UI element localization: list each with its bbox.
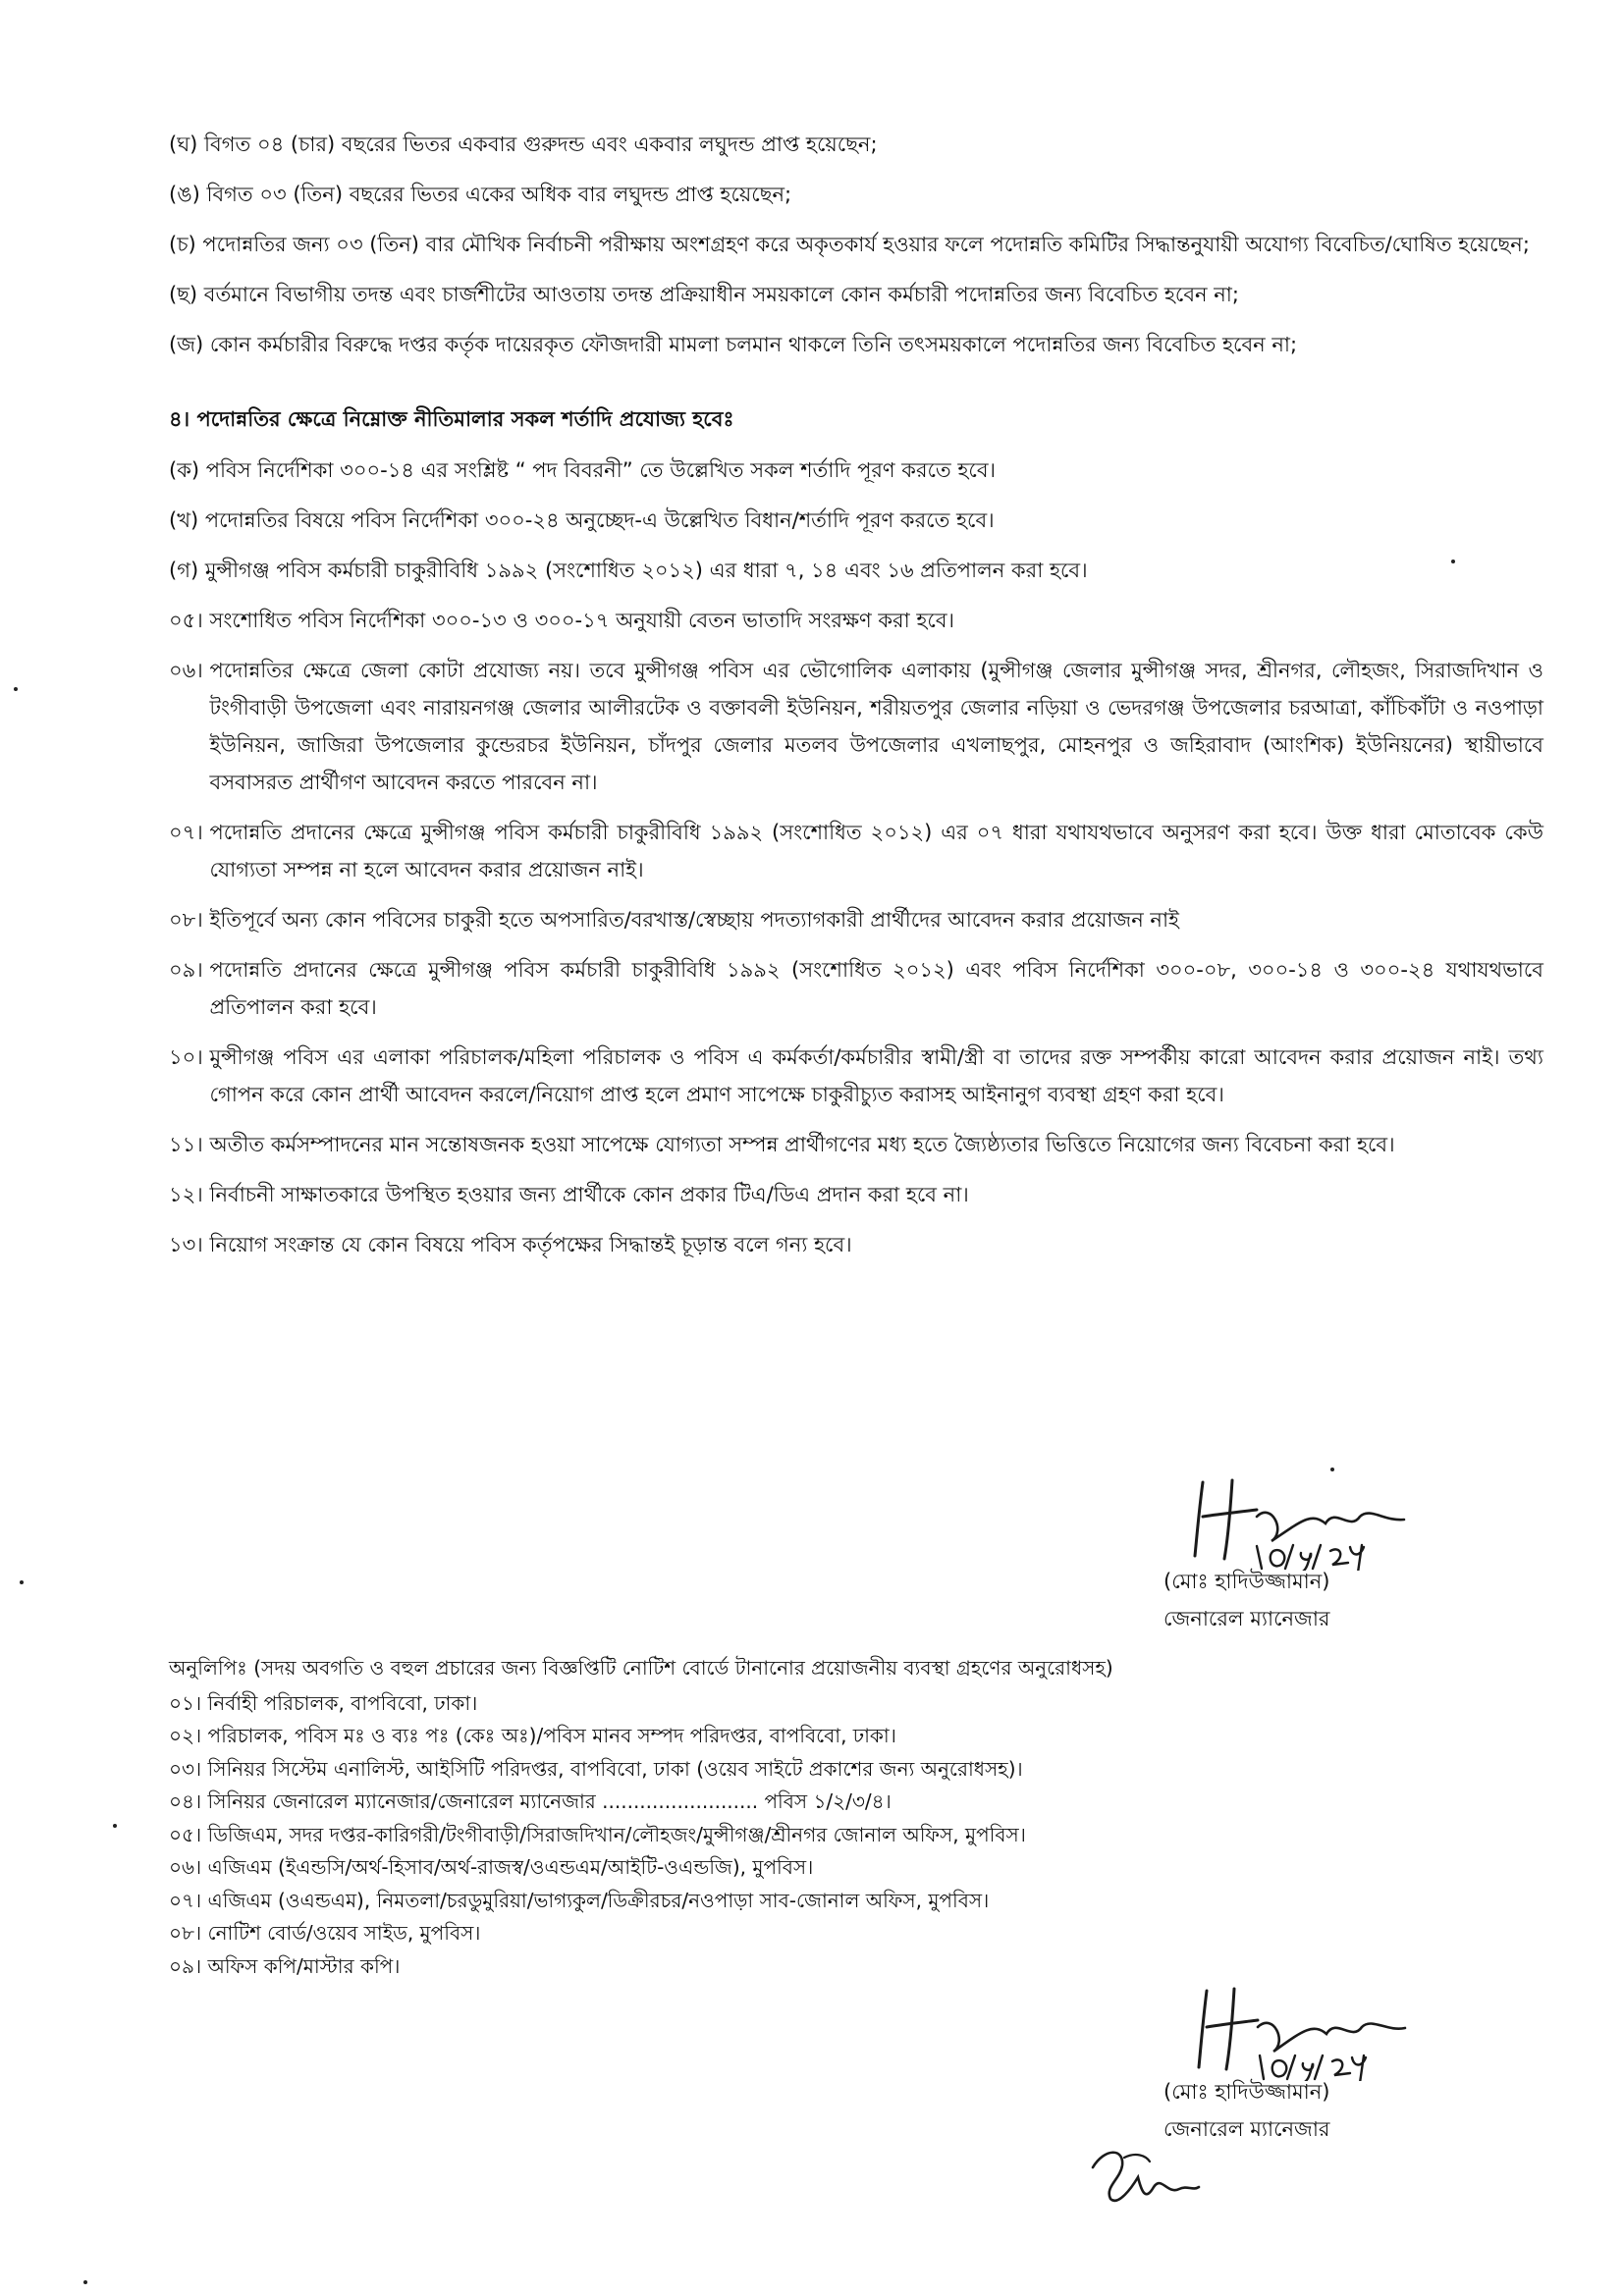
- condition-text: বিগত ০৩ (তিন) বছরের ভিতর একের অধিক বার লঘুদন্ড প্রাপ্ত হয়েছেন;: [206, 183, 792, 206]
- clause-text: অতীত কর্মসম্পাদনের মান সন্তোষজনক হওয়া সাপেক্ষে যোগ্যতা সম্পন্ন প্রার্থীগণের মধ্য হতে জ্যৈষ্ঠ্যতার ভিত্তিতে নিয়োগের জন্য বিবেচনা করা হবে।: [209, 1133, 1395, 1156]
- handwritten-signature-icon: [1163, 1463, 1409, 1571]
- conditions-list: [169, 126, 1543, 363]
- signatory-designation: জেনারেল ম্যানেজার: [1163, 1607, 1330, 1630]
- item-text: পবিস নির্দেশিকা ৩০০-১৪ এর সংশ্লিষ্ট “ পদ বিবরনী” তে উল্লেখিত সকল শর্তাদি পূরণ করতে হবে।: [205, 458, 997, 482]
- section-4-list: [169, 452, 1543, 589]
- signature-block-1: [1163, 1463, 1419, 1637]
- clause-09: [169, 951, 1543, 1026]
- clause-number: ০৫।: [169, 609, 210, 632]
- clause-05: [169, 602, 1543, 639]
- clause-number: ১৩।: [169, 1233, 210, 1256]
- item-label: (ক): [169, 458, 206, 482]
- distribution-item: ০২। পরিচালক, পবিস মঃ ও ব্যঃ পঃ (কেঃ অঃ)/পবিস মানব সম্পদ পরিদপ্তর, বাপবিবো, ঢাকা।: [169, 1724, 896, 1747]
- clause-text: ইতিপূর্বে অন্য কোন পবিসের চাকুরী হতে অপসারিত/বরখাস্ত/স্বেচ্ছায় পদত্যাগকারী প্রার্থীদের আবেদন করার প্রয়োজন নাই: [209, 908, 1179, 932]
- clause-number: ০৬।: [169, 659, 210, 682]
- section-4-item-ga: [169, 552, 1543, 589]
- condition-label: (ঘ): [169, 133, 205, 156]
- item-label: (খ): [169, 508, 205, 532]
- condition-text: বর্তমানে বিভাগীয় তদন্ত এবং চার্জশীটের আওতায় তদন্ত প্রক্রিয়াধীন সময়কালে কোন কর্মচারী পদোন্নতির জন্য বিবেচিত হবেন না;: [203, 283, 1239, 306]
- condition-gha: [169, 126, 1543, 163]
- distribution-item: ০১। নির্বাহী পরিচালক, বাপবিবো, ঢাকা।: [169, 1690, 478, 1715]
- section-4-heading: ৪। পদোন্নতির ক্ষেত্রে নিম্নোক্ত নীতিমালার সকল শর্তাদি প্রযোজ্য হবেঃ: [169, 407, 734, 431]
- distribution-item: ০৫। ডিজিএম, সদর দপ্তর-কারিগরী/টংগীবাড়ী/সিরাজদিখান/লৌহজং/মুন্সীগঞ্জ/শ্রীনগর জোনাল অফিস, মুপবিস।: [169, 1822, 1026, 1846]
- item-label: (গ): [169, 559, 205, 582]
- distribution-item: ০৪। সিনিয়র জেনারেল ম্যানেজার/জেনারেল ম্যানেজার ......................... পবিস ১/২/৩/৪।: [169, 1789, 892, 1813]
- clause-text: সংশোধিত পবিস নির্দেশিকা ৩০০-১৩ ও ৩০০-১৭ অনুযায়ী বেতন ভাতাদি সংরক্ষণ করা হবে।: [209, 609, 955, 632]
- scan-speck: [1451, 560, 1455, 563]
- distribution-intro: অনুলিপিঃ (সদয় অবগতি ও বহুল প্রচারের জন্য বিজ্ঞপ্তিটি নোটিশ বোর্ডে টানানোর প্রয়োজনীয় ব্যবস্থা গ্রহণের অনুরোধসহ): [169, 1656, 1113, 1680]
- scan-speck: [20, 1580, 24, 1584]
- distribution-item: ০৮। নোটিশ বোর্ড/ওয়েব সাইড, মুপবিস।: [169, 1921, 481, 1945]
- signatory-name: (মোঃ হাদিউজ্জামান): [1163, 2080, 1330, 2104]
- clause-11: [169, 1126, 1543, 1163]
- clause-number: ০৮।: [169, 908, 210, 932]
- condition-text: পদোন্নতির জন্য ০৩ (তিন) বার মৌখিক নির্বাচনী পরীক্ষায় অংশগ্রহণ করে অকৃতকার্য হওয়ার ফলে পদোন্নতি কমিটির সিদ্ধান্তনুযায়ী অযোগ্য বিবেচিত/ঘোষিত হয়েছেন;: [202, 233, 1530, 256]
- initials-signature: [1085, 2138, 1203, 2220]
- condition-cha: [169, 226, 1543, 263]
- clause-number: ০৯।: [169, 958, 210, 982]
- clause-text: পদোন্নতি প্রদানের ক্ষেত্রে মুন্সীগঞ্জ পবিস কর্মচারী চাকুরীবিধি ১৯৯২ (সংশোধিত ২০১২) এর ০৭ ধারা যথাযথভাবে অনুসরণ করা হবে। উক্ত ধারা মোতাবেক কেউ যোগ্যতা সম্পন্ন না হলে আবেদন করার প্রয়োজন নাই।: [209, 821, 1543, 881]
- clause-08: [169, 901, 1543, 938]
- clause-text: পদোন্নতির ক্ষেত্রে জেলা কোটা প্রযোজ্য নয়। তবে মুন্সীগঞ্জ পবিস এর ভৌগোলিক এলাকায় (মুন্সীগঞ্জ জেলার মুন্সীগঞ্জ সদর, শ্রীনগর, লৌহজং, সিরাজদিখান ও টংগীবাড়ী উপজেলা এবং নারায়নগঞ্জ জেলার আলীরটেক ও বক্তাবলী ইউনিয়ন, শরীয়তপুর জেলার নড়িয়া ও ভেদরগঞ্জ উপজেলার চরআত্রা, কাঁচিকাঁটা ও নওপাড়া ইউনিয়ন, জাজিরা উপজেলার কুন্ডেরচর ইউনিয়ন, চাঁদপুর জেলার মতলব উপজেলার এখলাছপুর, মোহনপুর ও জহিরাবাদ (আংশিক) ইউনিয়নের) স্থায়ীভাবে বসবাসরত প্রার্থীগণ আবেদন করতে পারবেন না।: [209, 659, 1543, 794]
- distribution-item: ০৩। সিনিয়র সিস্টেম এনালিস্ট, আইসিটি পরিদপ্তর, বাপবিবো, ঢাকা (ওয়েব সাইটে প্রকাশের জন্য অনুরোধসহ)।: [169, 1756, 1023, 1781]
- handwritten-signature-icon: [1163, 1973, 1409, 2081]
- condition-label: (ছ): [169, 283, 204, 306]
- notice-body: [169, 126, 1543, 1276]
- condition-ja: [169, 326, 1543, 363]
- clause-number: ০৭।: [169, 821, 210, 844]
- condition-chha: [169, 276, 1543, 313]
- distribution-list: [169, 1652, 1563, 1983]
- signatory-name: (মোঃ হাদিউজ্জামান): [1163, 1570, 1330, 1593]
- clause-text: মুন্সীগঞ্জ পবিস এর এলাকা পরিচালক/মহিলা পরিচালক ও পবিস এ কর্মকর্তা/কর্মচারীর স্বামী/স্ত্রী বা তাদের রক্ত সম্পর্কীয় কারো আবেদন করার প্রয়োজন নাই। তথ্য গোপন করে কোন প্রার্থী আবেদন করলে/নিয়োগ প্রাপ্ত হলে প্রমাণ সাপেক্ষে চাকুরীচ্যুত করাসহ আইনানুগ ব্যবস্থা গ্রহণ করা হবে।: [209, 1045, 1543, 1106]
- condition-text: বিগত ০৪ (চার) বছরের ভিতর একবার গুরুদন্ড এবং একবার লঘুদন্ড প্রাপ্ত হয়েছেন;: [204, 133, 878, 156]
- clause-06: [169, 652, 1543, 801]
- clause-12: [169, 1176, 1543, 1213]
- clause-text: নিয়োগ সংক্রান্ত যে কোন বিষয়ে পবিস কর্তৃপক্ষের সিদ্ধান্তই চূড়ান্ত বলে গন্য হবে।: [209, 1233, 852, 1256]
- section-4-item-kha: [169, 502, 1543, 539]
- clause-text: পদোন্নতি প্রদানের ক্ষেত্রে মুন্সীগঞ্জ পবিস কর্মচারী চাকুরীবিধি ১৯৯২ (সংশোধিত ২০১২) এবং পবিস নির্দেশিকা ৩০০-০৮, ৩০০-১৪ ও ৩০০-২৪ যথাযথভাবে প্রতিপালন করা হবে।: [209, 958, 1543, 1019]
- clause-number: ১১।: [169, 1133, 210, 1156]
- clause-number: ১০।: [169, 1045, 210, 1069]
- clause-07: [169, 814, 1543, 888]
- signatory-designation: জেনারেল ম্যানেজার: [1163, 2117, 1330, 2141]
- signature-block-2: [1163, 1973, 1419, 2148]
- item-text: মুন্সীগঞ্জ পবিস কর্মচারী চাকুরীবিধি ১৯৯২ (সংশোধিত ২০১২) এর ধারা ৭, ১৪ এবং ১৬ প্রতিপালন করা হবে।: [204, 559, 1088, 582]
- distribution-item: ০৭। এজিএম (ওএন্ডএম), নিমতলা/চরডুমুরিয়া/ভাগ্যকুল/ডিক্রীরচর/নওপাড়া সাব-জোনাল অফিস, মুপবিস।: [169, 1888, 990, 1912]
- condition-umo: [169, 176, 1543, 213]
- clause-number: ১২।: [169, 1183, 210, 1206]
- scan-speck: [1330, 1468, 1334, 1471]
- scan-speck: [14, 687, 18, 691]
- clause-text: নির্বাচনী সাক্ষাতকারে উপস্থিত হওয়ার জন্য প্রার্থীকে কোন প্রকার টিএ/ডিএ প্রদান করা হবে না।: [209, 1183, 969, 1206]
- scan-speck: [83, 2280, 87, 2284]
- clause-10: [169, 1039, 1543, 1113]
- condition-label: (চ): [169, 233, 203, 256]
- condition-label: (জ): [169, 333, 210, 356]
- clause-13: [169, 1226, 1543, 1263]
- condition-text: কোন কর্মচারীর বিরুদ্ধে দপ্তর কর্তৃক দায়েরকৃত ফৌজদারী মামলা চলমান থাকলে তিনি তৎসময়কালে পদোন্নতির জন্য বিবেচিত হবেন না;: [209, 333, 1298, 356]
- section-4-item-ka: [169, 452, 1543, 489]
- distribution-item: ০৬। এজিএম (ইএন্ডসি/অর্থ-হিসাব/অর্থ-রাজস্ব/ওএন্ডএম/আইটি-ওএন্ডজি), মুপবিস।: [169, 1855, 814, 1879]
- distribution-item: ০৯। অফিস কপি/মাস্টার কপি।: [169, 1953, 401, 1978]
- clauses-list: [169, 602, 1543, 1263]
- initials-signature-icon: [1085, 2138, 1203, 2216]
- condition-label: (ঙ): [169, 183, 207, 206]
- scan-speck: [113, 1824, 117, 1828]
- item-text: পদোন্নতির বিষয়ে পবিস নির্দেশিকা ৩০০-২৪ অনুচ্ছেদ-এ উল্লেখিত বিধান/শর্তাদি পূরণ করতে হবে।: [204, 508, 995, 532]
